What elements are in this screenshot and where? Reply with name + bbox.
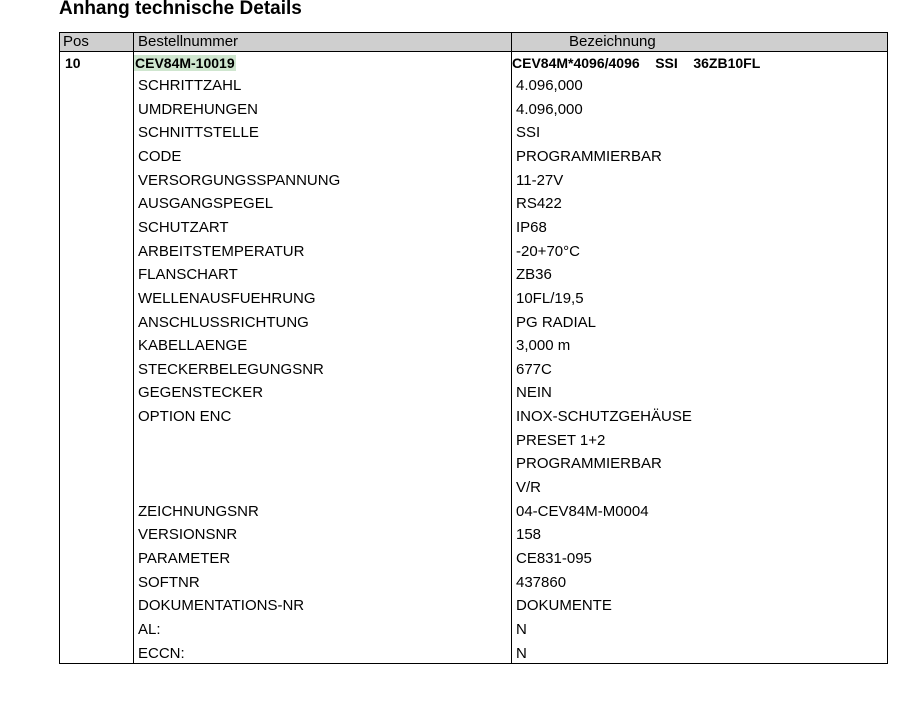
detail-label: ECCN: bbox=[138, 645, 185, 662]
detail-label: VERSIONSNR bbox=[138, 526, 238, 543]
detail-label: SCHRITTZAHL bbox=[138, 77, 242, 94]
column-divider-bestellnummer bbox=[511, 33, 512, 663]
item-pos: 10 bbox=[65, 55, 81, 71]
detail-value: PRESET 1+2 bbox=[516, 432, 606, 449]
detail-value: IP68 bbox=[516, 219, 547, 236]
detail-label: DOKUMENTATIONS-NR bbox=[138, 597, 305, 614]
detail-label: FLANSCHART bbox=[138, 266, 238, 283]
detail-label: AL: bbox=[138, 621, 161, 638]
detail-label: SOFTNR bbox=[138, 574, 200, 591]
detail-value: ZB36 bbox=[516, 266, 552, 283]
item-bezeichnung: CEV84M*4096/4096 SSI 36ZB10FL bbox=[512, 55, 761, 71]
details-table bbox=[59, 32, 888, 664]
detail-value: 158 bbox=[516, 526, 542, 543]
detail-value: -20+70°C bbox=[516, 243, 580, 260]
detail-label: ARBEITSTEMPERATUR bbox=[138, 243, 305, 260]
detail-value: 4.096,000 bbox=[516, 101, 583, 118]
detail-label: PARAMETER bbox=[138, 550, 231, 567]
detail-value: DOKUMENTE bbox=[516, 597, 612, 614]
detail-value: RS422 bbox=[516, 195, 562, 212]
column-divider-pos bbox=[133, 33, 134, 663]
detail-value: NEIN bbox=[516, 384, 552, 401]
detail-label: STECKERBELEGUNGSNR bbox=[138, 361, 324, 378]
detail-value: 04-CEV84M-M0004 bbox=[516, 503, 649, 520]
detail-label: SCHNITTSTELLE bbox=[138, 124, 259, 141]
detail-value: PROGRAMMIERBAR bbox=[516, 148, 662, 165]
detail-label: VERSORGUNGSSPANNUNG bbox=[138, 172, 341, 189]
detail-value: PROGRAMMIERBAR bbox=[516, 455, 662, 472]
page-title: Anhang technische Details bbox=[59, 0, 302, 19]
detail-value: N bbox=[516, 645, 527, 662]
item-bestellnummer[interactable] bbox=[134, 54, 236, 72]
detail-label: CODE bbox=[138, 148, 182, 165]
header-pos: Pos bbox=[63, 33, 89, 50]
item-bestellnummer-text[interactable]: CEV84M-10019 bbox=[135, 55, 235, 71]
detail-label: KABELLAENGE bbox=[138, 337, 248, 354]
detail-label: SCHUTZART bbox=[138, 219, 229, 236]
detail-value: 3,000 m bbox=[516, 337, 571, 354]
header-bestellnummer: Bestellnummer bbox=[138, 33, 239, 50]
detail-label: UMDREHUNGEN bbox=[138, 101, 258, 118]
detail-value: 11-27V bbox=[516, 172, 564, 189]
detail-value: 10FL/19,5 bbox=[516, 290, 584, 307]
detail-label: GEGENSTECKER bbox=[138, 384, 264, 401]
detail-value: 437860 bbox=[516, 574, 567, 591]
detail-label: ZEICHNUNGSNR bbox=[138, 503, 259, 520]
detail-label: OPTION ENC bbox=[138, 408, 232, 425]
detail-value: PG RADIAL bbox=[516, 314, 597, 331]
detail-value: V/R bbox=[516, 479, 542, 496]
detail-value: 4.096,000 bbox=[516, 77, 583, 94]
detail-label: ANSCHLUSSRICHTUNG bbox=[138, 314, 309, 331]
detail-value: INOX-SCHUTZGEHÄUSE bbox=[516, 408, 692, 425]
detail-label: AUSGANGSPEGEL bbox=[138, 195, 274, 212]
detail-label: WELLENAUSFUEHRUNG bbox=[138, 290, 316, 307]
detail-value: 677C bbox=[516, 361, 552, 378]
detail-value: CE831-095 bbox=[516, 550, 592, 567]
detail-value: SSI bbox=[516, 124, 541, 141]
header-bezeichnung: Bezeichnung bbox=[569, 33, 656, 50]
detail-value: N bbox=[516, 621, 527, 638]
